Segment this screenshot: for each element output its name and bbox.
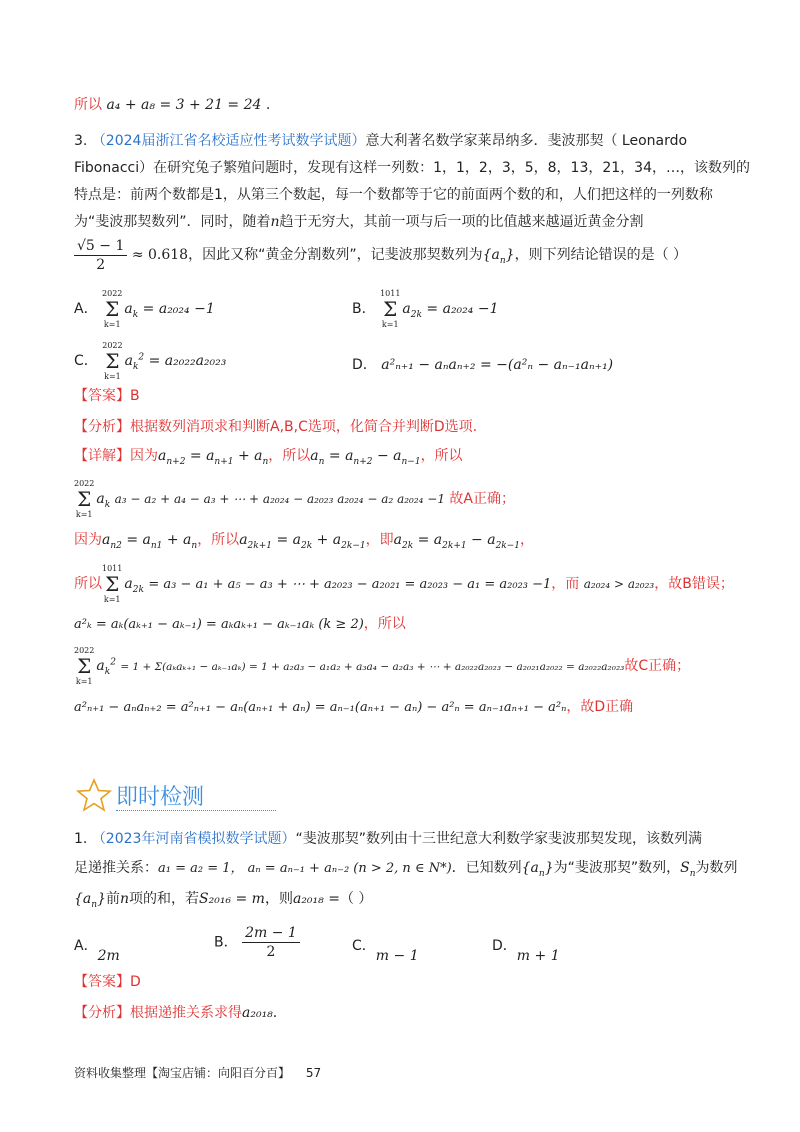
q1-sum-expr: S₂₀₁₆ = m xyxy=(199,891,265,907)
detail-text: ， xyxy=(520,532,535,548)
q1-text: （ ） xyxy=(339,891,373,907)
option-b-fraction xyxy=(242,924,300,961)
intro-math: a₄ + a₈ = 3 + 21 = 24 xyxy=(106,97,262,113)
q3-text-4a: 为“斐波那契数列”．同时，随着 xyxy=(74,214,271,230)
detail-text: 因为 xyxy=(130,448,158,464)
detail-2-tail: 故A正确； xyxy=(449,491,515,507)
frac-den: 2 xyxy=(266,944,276,960)
q1-text: 足递推关系： xyxy=(74,860,158,876)
sum-lower: k=1 xyxy=(103,320,121,329)
q3-line4: 为“斐波那契数列”．同时，随着n趋于无穷大，其前一项与后一项的比值越来越逼近黄金分割 xyxy=(74,214,644,230)
golden-ratio-fraction xyxy=(74,237,127,274)
analysis-expr: a₂₀₁₈ xyxy=(242,1005,273,1021)
option-label: D． xyxy=(492,938,517,954)
q3-line5: $\frac{√5 - 1}{2}$ ≈ 0.618，因此又称“黄金分割数列”，记斐波那契数列为$\{a_n\}$，则下列结论错误的是（ ） xyxy=(74,236,687,280)
q1-line3: $\{a_n\}$前n项的和，若S₂₀₁₆ = m，则a₂₀₁₈ =（ ） xyxy=(74,891,373,910)
option-label: B． xyxy=(352,301,376,317)
sum-upper: 2022 xyxy=(102,341,123,350)
q1-text: 项的和，若 xyxy=(129,891,200,907)
detail-text: ，所以 xyxy=(268,448,311,464)
q3-analysis xyxy=(74,417,477,437)
analysis-tag: 【分析】 xyxy=(74,1005,130,1021)
q1-analysis xyxy=(74,1003,277,1023)
q3-detail-2: 2022 Σ k=1 $a_k$ a₃ − a₂ + a₄ − a₃ + ⋯ + a₂₀₂₄ − a₂₀₂₃ a₂₀₂₄ − a₂ a₂₀₂₄ −1 故A正确； xyxy=(74,479,515,519)
option-a-expr: = a₂₀₂₄ −1 xyxy=(142,301,215,317)
q3-line2: Fibonacci）在研究兔子繁殖问题时，发现有这样一列数：1，1，2，3，5，8，13，21，34，…，该数列的 xyxy=(74,160,750,176)
option-c-expr: = a₂₀₂₂a₂₀₂₃ xyxy=(148,353,227,369)
golden-den: 2 xyxy=(96,256,106,273)
q1-line1 xyxy=(74,829,702,849)
golden-num: √5 − 1 xyxy=(74,237,127,256)
sum-lower: k=1 xyxy=(381,320,399,329)
q1-option-d xyxy=(492,936,560,964)
option-label: C． xyxy=(74,353,98,369)
q1-text: 为数列 xyxy=(695,860,738,876)
analysis-end: . xyxy=(272,1005,278,1021)
option-label: B． xyxy=(214,934,238,951)
q1-text: ．已知数列 xyxy=(451,860,522,876)
q3-line3: 特点是：前两个数都是1，从第三个数起，每一个数都等于它的前面两个数的和，人们把这样的一列数称 xyxy=(74,187,713,203)
q1-number: 1. xyxy=(74,831,88,847)
detail-4-expr: = a₃ − a₁ + a₅ − a₃ + ⋯ + a₂₀₂₃ − a₂₀₂₁ = a₂₀₂₃ − a₁ = a₂₀₂₃ −1 xyxy=(148,577,552,592)
q3-source: （2024届浙江省名校适应性考试数学试题） xyxy=(91,133,366,149)
q3-text-4b: 趋于无穷大，其前一项与后一项的比值越来越逼近黄金分割 xyxy=(279,214,644,230)
q3-detail-3: 因为$a_{n2} = a_{n1} + a_n$，所以$a_{2k+1} = a_{2k} + a_{2k-1}$，即$a_{2k} = a_{2k+1} - a_{2k-1}$， xyxy=(74,532,535,551)
detail-text: ，所以 xyxy=(197,532,240,548)
star-outline-icon xyxy=(76,778,112,812)
option-value: m + 1 xyxy=(516,948,560,964)
option-value: m − 1 xyxy=(375,948,419,964)
q3-text-5b: ，则下列结论错误的是（ ） xyxy=(514,247,688,263)
intro-prefix: 所以 xyxy=(74,97,102,113)
intro-suffix: . xyxy=(265,97,271,113)
q3-option-d xyxy=(352,355,613,375)
golden-approx: ≈ 0.618 xyxy=(131,247,189,263)
detail-text: ，所以 xyxy=(363,616,406,632)
q3-number: 3. xyxy=(74,133,88,149)
analysis-tag: 【分析】 xyxy=(74,419,130,435)
option-label: A． xyxy=(74,938,98,954)
footer-text: 资料收集整理【淘宝店铺：向阳百分百】 xyxy=(74,1066,291,1080)
detail-text: ，故B错误； xyxy=(654,576,734,592)
option-value: 2m xyxy=(97,948,120,964)
q3-text-5a: ，因此又称“黄金分割数列”，记斐波那契数列为 xyxy=(188,247,483,263)
frac-num: 2m − 1 xyxy=(242,924,300,943)
sum-symbol: 2022 Σ k=1 xyxy=(102,341,123,381)
page-number: 57 xyxy=(305,1066,322,1080)
detail-text: 因为 xyxy=(74,532,102,548)
sum-lower: k=1 xyxy=(104,372,121,381)
analysis-text: 根据数列消项求和判断A,B,C选项，化简合并判断D选项. xyxy=(130,419,478,435)
q1-target-expr: a₂₀₁₈ = xyxy=(292,891,340,907)
sum-upper: 2022 xyxy=(102,289,123,298)
q3-detail-7 xyxy=(74,697,633,718)
sum-upper: 1011 xyxy=(380,289,401,298)
q1-line2: 足递推关系：a₁ = a₂ = 1， aₙ = aₙ₋₁ + aₙ₋₂ (n > 2, n ∈ N*)．已知数列$\{a_n\}$为“斐波那契”数列，$S_n$为数列 xyxy=(74,860,738,879)
q3-option-b: B． 1011 Σ k=1 $a_{2k} = a_{2024} -1$ xyxy=(352,289,499,329)
detail-2-expr: a₃ − a₂ + a₄ − a₃ + ⋯ + a₂₀₂₄ − a₂₀₂₃ a₂₀₂₄ − a₂ a₂₀₂₄ −1 xyxy=(114,492,445,506)
option-label: C． xyxy=(352,938,376,954)
q3-answer-value: B xyxy=(130,388,140,404)
section-underline xyxy=(116,810,276,811)
q1-answer-value: D xyxy=(130,974,141,990)
q3-detail-1: 【详解】因为$a_{n+2} = a_{n+1} + a_n$，所以$a_n = a_{n+2} - a_{n-1}$，所以 xyxy=(74,448,463,467)
q3-option-a: A． 2022 Σ k=1 $a_k = a_{2024} -1$ xyxy=(74,289,215,329)
q3-answer xyxy=(74,386,140,406)
q1-text: 前 xyxy=(105,891,120,907)
option-b-expr: = a₂₀₂₄ −1 xyxy=(426,301,499,317)
detail-6-expr: = 1 + Σ(aₖaₖ₊₁ − aₖ₋₁aₖ) = 1 + a₂a₃ − a₁a₂ + a₃a₄ − a₂a₃ + ⋯ + a₂₀₂₂a₂₀₂₃ − a₂₀₂₁a₂₀₂₂ = a₂₀₂₂a₂₀₂₃ xyxy=(120,661,625,673)
option-d-expr: a²ₙ₊₁ − aₙaₙ₊₂ = −(a²ₙ − aₙ₋₁aₙ₊₁) xyxy=(381,357,614,373)
sum-symbol: 2022 Σ k=1 xyxy=(102,289,123,329)
detail-text: ，即 xyxy=(365,532,394,548)
q3-detail-5 xyxy=(74,614,406,635)
q1-text: ，则 xyxy=(264,891,293,907)
q1-text: 为“斐波那契”数列， xyxy=(553,860,681,876)
q3-detail-4: 所以 1011 Σ k=1 $a_{2k} = a_3 - a_1 + a_5 - a_3$ + ⋯ + a₂₀₂₃ − a₂₀₂₁ = a₂₀₂₃ − a₁ = a₂₀₂₃ −1，而 a₂₀₂₄ > a₂₀₂₃，故B错误； xyxy=(74,564,734,604)
q3-text-1: 意大利著名数学家莱昂纳多．斐波那契（ Leonardo xyxy=(365,133,688,149)
section-title: 即时检测 xyxy=(116,785,205,810)
option-label: A． xyxy=(74,301,98,317)
q1-option-c xyxy=(352,936,419,964)
sum-symbol: 1011 Σ k=1 xyxy=(380,289,401,329)
detail-text: ，所以 xyxy=(420,448,463,464)
detail-4-compare: a₂₀₂₄ > a₂₀₂₃ xyxy=(583,577,655,591)
q3-option-c: C． 2022 Σ k=1 $a_k^2 = a_{2022}a_{2023}$ xyxy=(74,341,227,381)
q1-option-a xyxy=(74,936,120,964)
q1-text-1: “斐波那契”数列由十三世纪意大利数学家斐波那契发现，该数列满 xyxy=(295,831,702,847)
detail-text: ，故D正确 xyxy=(566,699,634,715)
detail-tag: 【详解】 xyxy=(74,448,130,464)
sum-symbol: 2022 Σ k=1 xyxy=(74,646,95,686)
analysis-text: 根据递推关系求得 xyxy=(130,1005,242,1021)
detail-5-expr: a²ₖ = aₖ(aₖ₊₁ − aₖ₋₁) = aₖaₖ₊₁ − aₖ₋₁aₖ (k ≥ 2) xyxy=(74,617,364,632)
q1-answer xyxy=(74,972,141,992)
detail-text: 所以 xyxy=(74,576,102,592)
sum-symbol: 1011 Σ k=1 xyxy=(102,564,123,604)
page-footer xyxy=(74,1064,321,1081)
q1-source: （2023年河南省模拟数学试题） xyxy=(91,831,296,847)
intro-line xyxy=(74,95,270,115)
q3-line1 xyxy=(74,131,687,151)
q1-option-b xyxy=(214,924,300,961)
sum-symbol: 2022 Σ k=1 xyxy=(74,479,95,519)
q1-recurrence: a₁ = a₂ = 1， aₙ = aₙ₋₁ + aₙ₋₂ (n > 2, n ∈ N*) xyxy=(158,861,452,876)
answer-tag: 【答案】 xyxy=(74,974,130,990)
section-header xyxy=(76,778,205,816)
q3-detail-6: 2022 Σ k=1 $a_k^2 = 1 + \Sigma(a_ka_{k+1} - a_{k-1}a_k) = 1 + a_2a_3 - a_1a_2 + a_3a_4 - a_2a_3$ + ⋯ + a₂₀₂₂a₂₀₂₃ − a₂₀₂₁a₂₀₂₂ = a₂₀₂₂a₂₀₂₃故C正确； xyxy=(74,646,691,686)
answer-tag: 【答案】 xyxy=(74,388,130,404)
detail-text: ，而 xyxy=(551,576,580,592)
detail-7-expr: a²ₙ₊₁ − aₙaₙ₊₂ = a²ₙ₊₁ − aₙ(aₙ₊₁ + aₙ) = aₙ₋₁(aₙ₊₁ − aₙ) − a²ₙ = aₙ₋₁aₙ₊₁ − a²ₙ xyxy=(74,700,567,715)
detail-text: 故C正确； xyxy=(624,658,691,674)
option-label: D． xyxy=(352,357,377,373)
